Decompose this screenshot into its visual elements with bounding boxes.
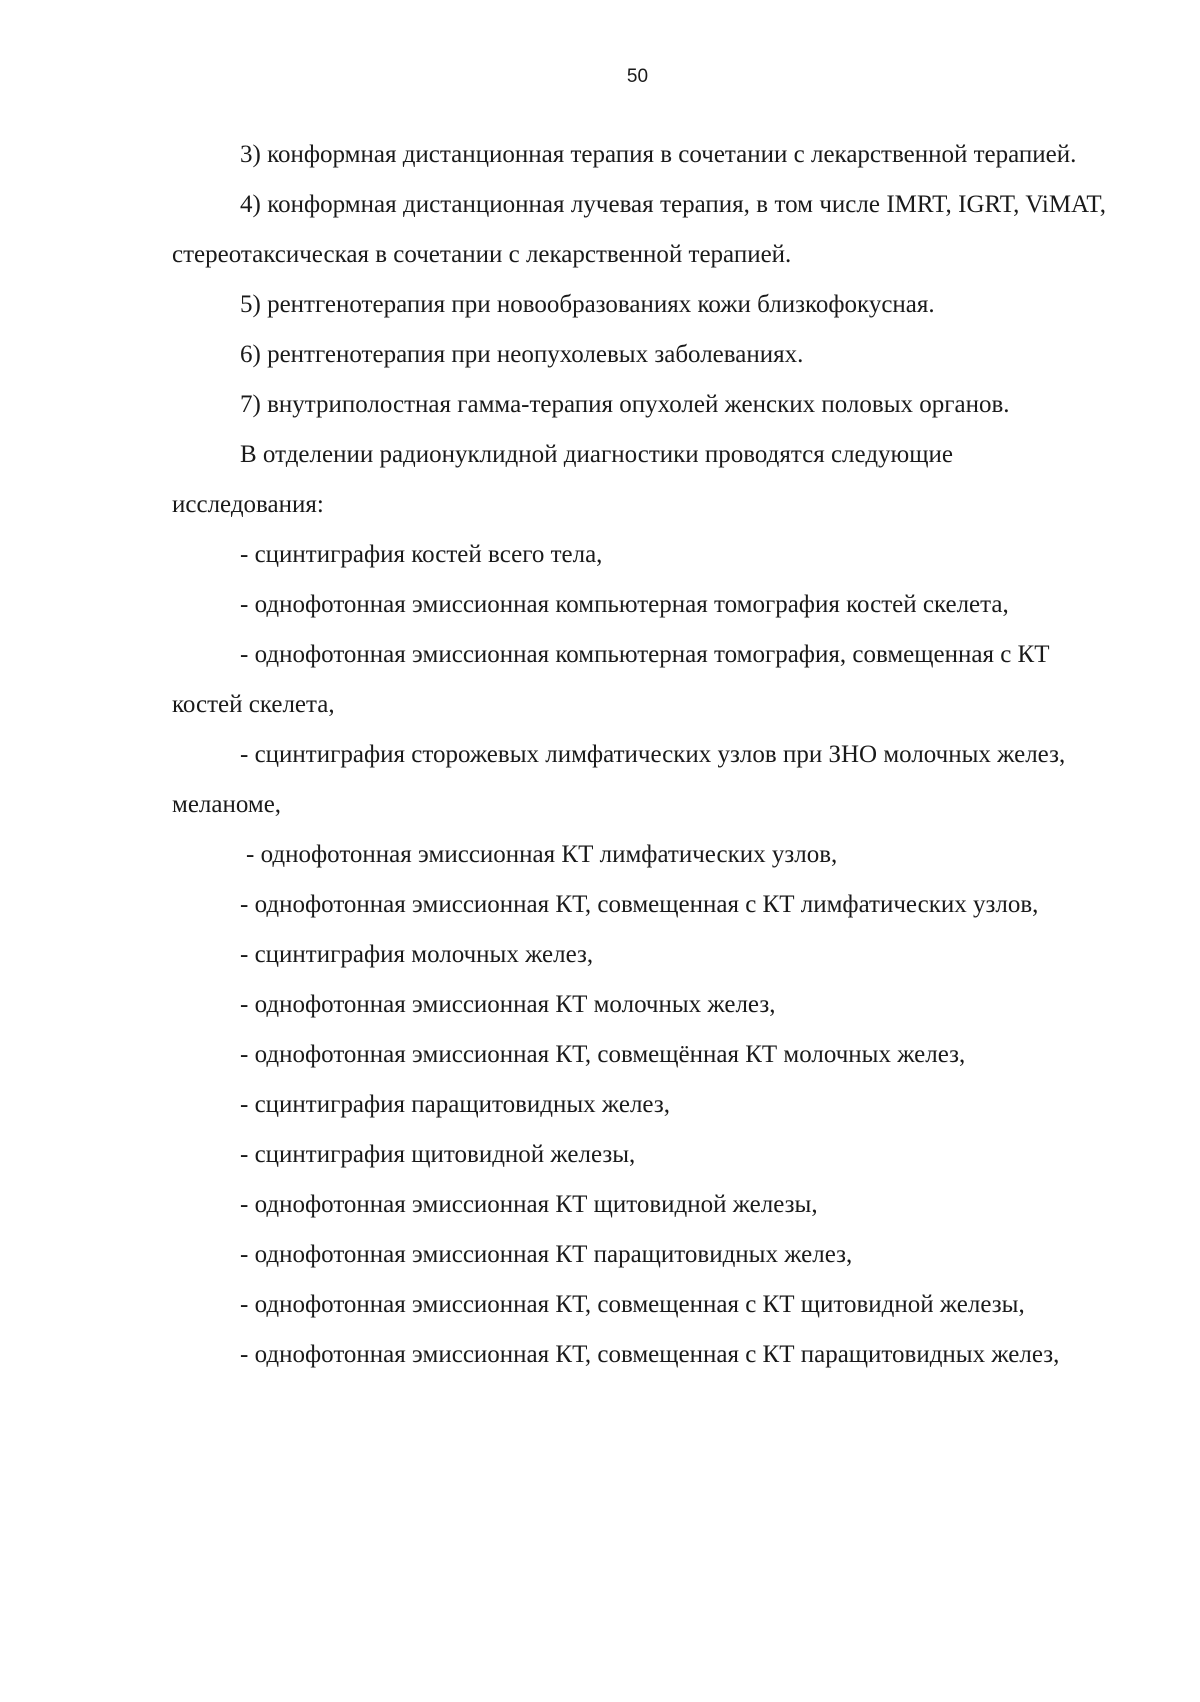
paragraph-item-7: 7) внутриполостная гамма-терапия опухолей женских половых органов.	[240, 391, 1010, 418]
list-item: - однофотонная эмиссионная КТ, совмещенная с КТ щитовидной железы,	[240, 1291, 1025, 1318]
list-item: - однофотонная эмиссионная КТ, совмещённая КТ молочных желез,	[240, 1041, 966, 1068]
list-item: - однофотонная эмиссионная КТ паращитовидных желез,	[240, 1241, 853, 1268]
list-item: - однофотонная эмиссионная КТ, совмещенная с КТ паращитовидных желез,	[240, 1341, 1060, 1368]
list-item: - однофотонная эмиссионная КТ лимфатических узлов,	[246, 841, 838, 868]
body-text	[172, 130, 1106, 1380]
list-item: - однофотонная эмиссионная компьютерная томография костей скелета,	[240, 591, 1009, 618]
section-intro-paragraph: В отделении радионуклидной диагностики проводятся следующие исследования:	[172, 441, 953, 518]
list-item: - сцинтиграфия молочных желез,	[240, 941, 594, 968]
list-item: - однофотонная эмиссионная КТ молочных желез,	[240, 991, 776, 1018]
page-number: 50	[626, 66, 649, 87]
paragraph-item-3: 3) конформная дистанционная терапия в сочетании с лекарственной терапией.	[240, 141, 1077, 168]
paragraph-item-4: 4) конформная дистанционная лучевая терапия, в том числе IMRT, IGRT, ViMAT, стереотаксическая в сочетании с лекарственной терапией.	[172, 191, 1106, 268]
list-item: - однофотонная эмиссионная компьютерная томография, совмещенная с КТ костей скелета,	[172, 641, 1050, 718]
list-item: - сцинтиграфия щитовидной железы,	[240, 1141, 636, 1168]
list-item: - сцинтиграфия паращитовидных желез,	[240, 1091, 670, 1118]
list-item: - сцинтиграфия сторожевых лимфатических узлов при ЗНО молочных желез, меланоме,	[172, 741, 1066, 818]
list-item: - сцинтиграфия костей всего тела,	[240, 541, 603, 568]
list-item: - однофотонная эмиссионная КТ щитовидной железы,	[240, 1191, 818, 1218]
paragraph-item-5: 5) рентгенотерапия при новообразованиях кожи близкофокусная.	[240, 291, 935, 318]
list-item: - однофотонная эмиссионная КТ, совмещенная с КТ лимфатических узлов,	[240, 891, 1039, 918]
paragraph-item-6: 6) рентгенотерапия при неопухолевых заболеваниях.	[240, 341, 804, 368]
